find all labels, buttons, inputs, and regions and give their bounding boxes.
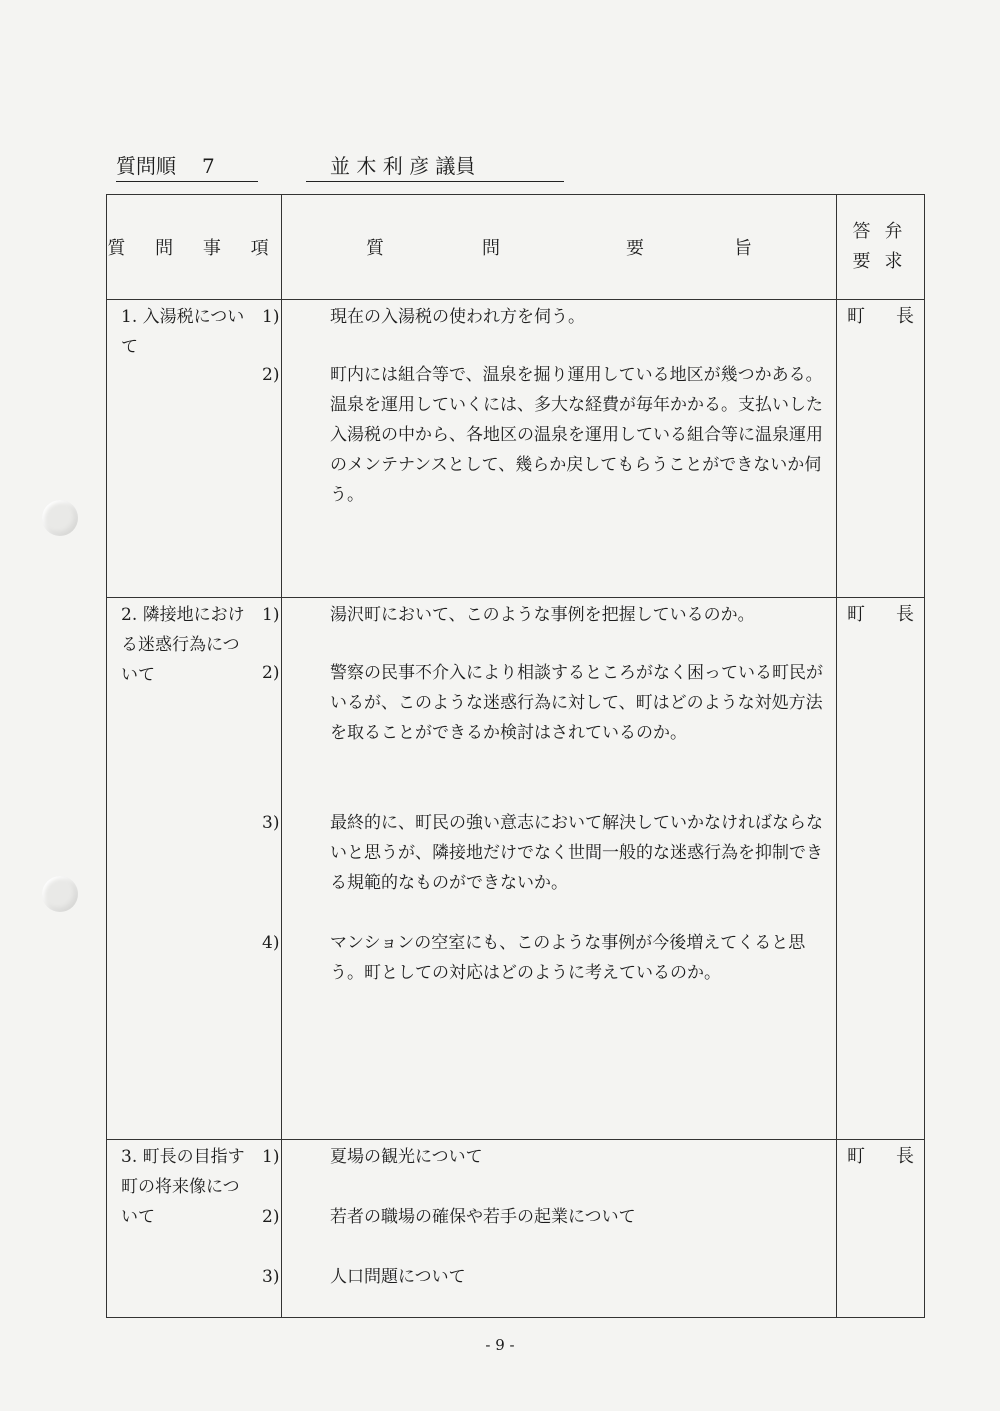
item-label: 2) bbox=[262, 365, 280, 385]
row-topic bbox=[107, 598, 282, 1140]
topic-line: 1. 入湯税につい bbox=[121, 307, 245, 327]
response-char: 町 bbox=[847, 1146, 865, 1167]
item-label: 1) bbox=[262, 1147, 280, 1167]
header-response-char: 要 bbox=[852, 251, 885, 272]
question-order bbox=[116, 150, 258, 182]
item-text: 若者の職場の確保や若手の起業について bbox=[330, 1207, 636, 1227]
table-row bbox=[107, 1140, 925, 1318]
row-items bbox=[262, 598, 837, 1140]
item-text: 町内には組合等で、温泉を掘り運用している地区が幾つかある。温泉を運用していくには、多大な経費が毎年かかる。支払いした入湯税の中から、各地区の温泉を運用している組合等に温泉運用のメンテナンスとして、幾らか戻してもらうことができないか伺う。 bbox=[330, 365, 823, 505]
topic-line: て bbox=[121, 337, 138, 357]
header-response bbox=[837, 195, 925, 300]
response-char: 長 bbox=[896, 306, 914, 327]
response-char: 長 bbox=[896, 604, 914, 625]
item-label: 4) bbox=[262, 933, 280, 953]
topic-line: る迷惑行為につ bbox=[121, 635, 240, 655]
question-item bbox=[262, 360, 830, 510]
response-char: 長 bbox=[896, 1146, 914, 1167]
row-response bbox=[837, 300, 925, 598]
item-label: 2) bbox=[262, 1207, 280, 1227]
header-gist-char: 要 bbox=[626, 238, 644, 259]
topic-line: 2. 隣接地におけ bbox=[121, 605, 245, 625]
item-label: 1) bbox=[262, 307, 280, 327]
row-items bbox=[262, 300, 837, 598]
item-text: 警察の民事不介入により相談するところがなく困っている町民がいるが、このような迷惑行為に対して、町はどのような対処方法を取ることができるか検討はされているのか。 bbox=[330, 663, 823, 743]
topic-line: いて bbox=[121, 665, 155, 685]
table-header-row bbox=[107, 195, 925, 300]
punch-hole bbox=[42, 876, 78, 912]
topic-line: 3. 町長の目指す bbox=[121, 1147, 245, 1167]
row-items bbox=[262, 1140, 837, 1318]
header-response-char: 求 bbox=[884, 251, 917, 272]
row-response bbox=[837, 1140, 925, 1318]
item-label: 2) bbox=[262, 663, 280, 683]
header-response-char: 答 bbox=[852, 221, 885, 242]
topic-line: いて bbox=[121, 1207, 155, 1227]
row-topic bbox=[107, 300, 282, 598]
header-gist-char: 旨 bbox=[734, 238, 752, 259]
row-topic bbox=[107, 1140, 282, 1318]
item-text: 最終的に、町民の強い意志において解決していかなければならないと思うが、隣接地だけでなく世間一般的な迷惑行為を抑制できる規範的なものができないか。 bbox=[330, 813, 823, 893]
row-response bbox=[837, 598, 925, 1140]
item-label: 3) bbox=[262, 1267, 280, 1287]
member-name: 並 木 利 彦 議員 bbox=[306, 150, 564, 182]
order-label: 質問順 bbox=[116, 154, 176, 178]
question-item bbox=[262, 1202, 830, 1232]
table-row bbox=[107, 300, 925, 598]
response-char: 町 bbox=[847, 604, 865, 625]
question-item bbox=[262, 1262, 830, 1292]
item-text: 湯沢町において、このような事例を把握しているのか。 bbox=[330, 605, 755, 625]
question-item bbox=[262, 658, 830, 748]
item-label: 1) bbox=[262, 605, 280, 625]
question-item bbox=[262, 928, 830, 988]
header-response-char: 弁 bbox=[884, 221, 917, 242]
punch-hole bbox=[42, 500, 78, 536]
table-row bbox=[107, 598, 925, 1140]
header-gist bbox=[282, 195, 837, 300]
order-number: 7 bbox=[202, 154, 215, 178]
question-item bbox=[262, 302, 830, 332]
item-label: 3) bbox=[262, 813, 280, 833]
header-topic: 質 問 事 項 bbox=[107, 195, 282, 300]
item-text: 現在の入湯税の使われ方を伺う。 bbox=[330, 307, 585, 327]
item-text: 人口問題について bbox=[330, 1267, 466, 1287]
question-table bbox=[106, 194, 925, 1318]
response-char: 町 bbox=[847, 306, 865, 327]
item-text: マンションの空室にも、このような事例が今後増えてくると思う。町としての対応はどのように考えているのか。 bbox=[330, 933, 806, 983]
item-text: 夏場の観光について bbox=[330, 1147, 483, 1167]
question-item bbox=[262, 808, 830, 898]
page-number: - 9 - bbox=[485, 1336, 515, 1354]
topic-line: 町の将来像につ bbox=[121, 1177, 240, 1197]
header-gist-char: 問 bbox=[482, 238, 500, 259]
header-gist-char: 質 bbox=[366, 238, 384, 259]
question-item bbox=[262, 1142, 830, 1172]
question-item bbox=[262, 600, 830, 630]
